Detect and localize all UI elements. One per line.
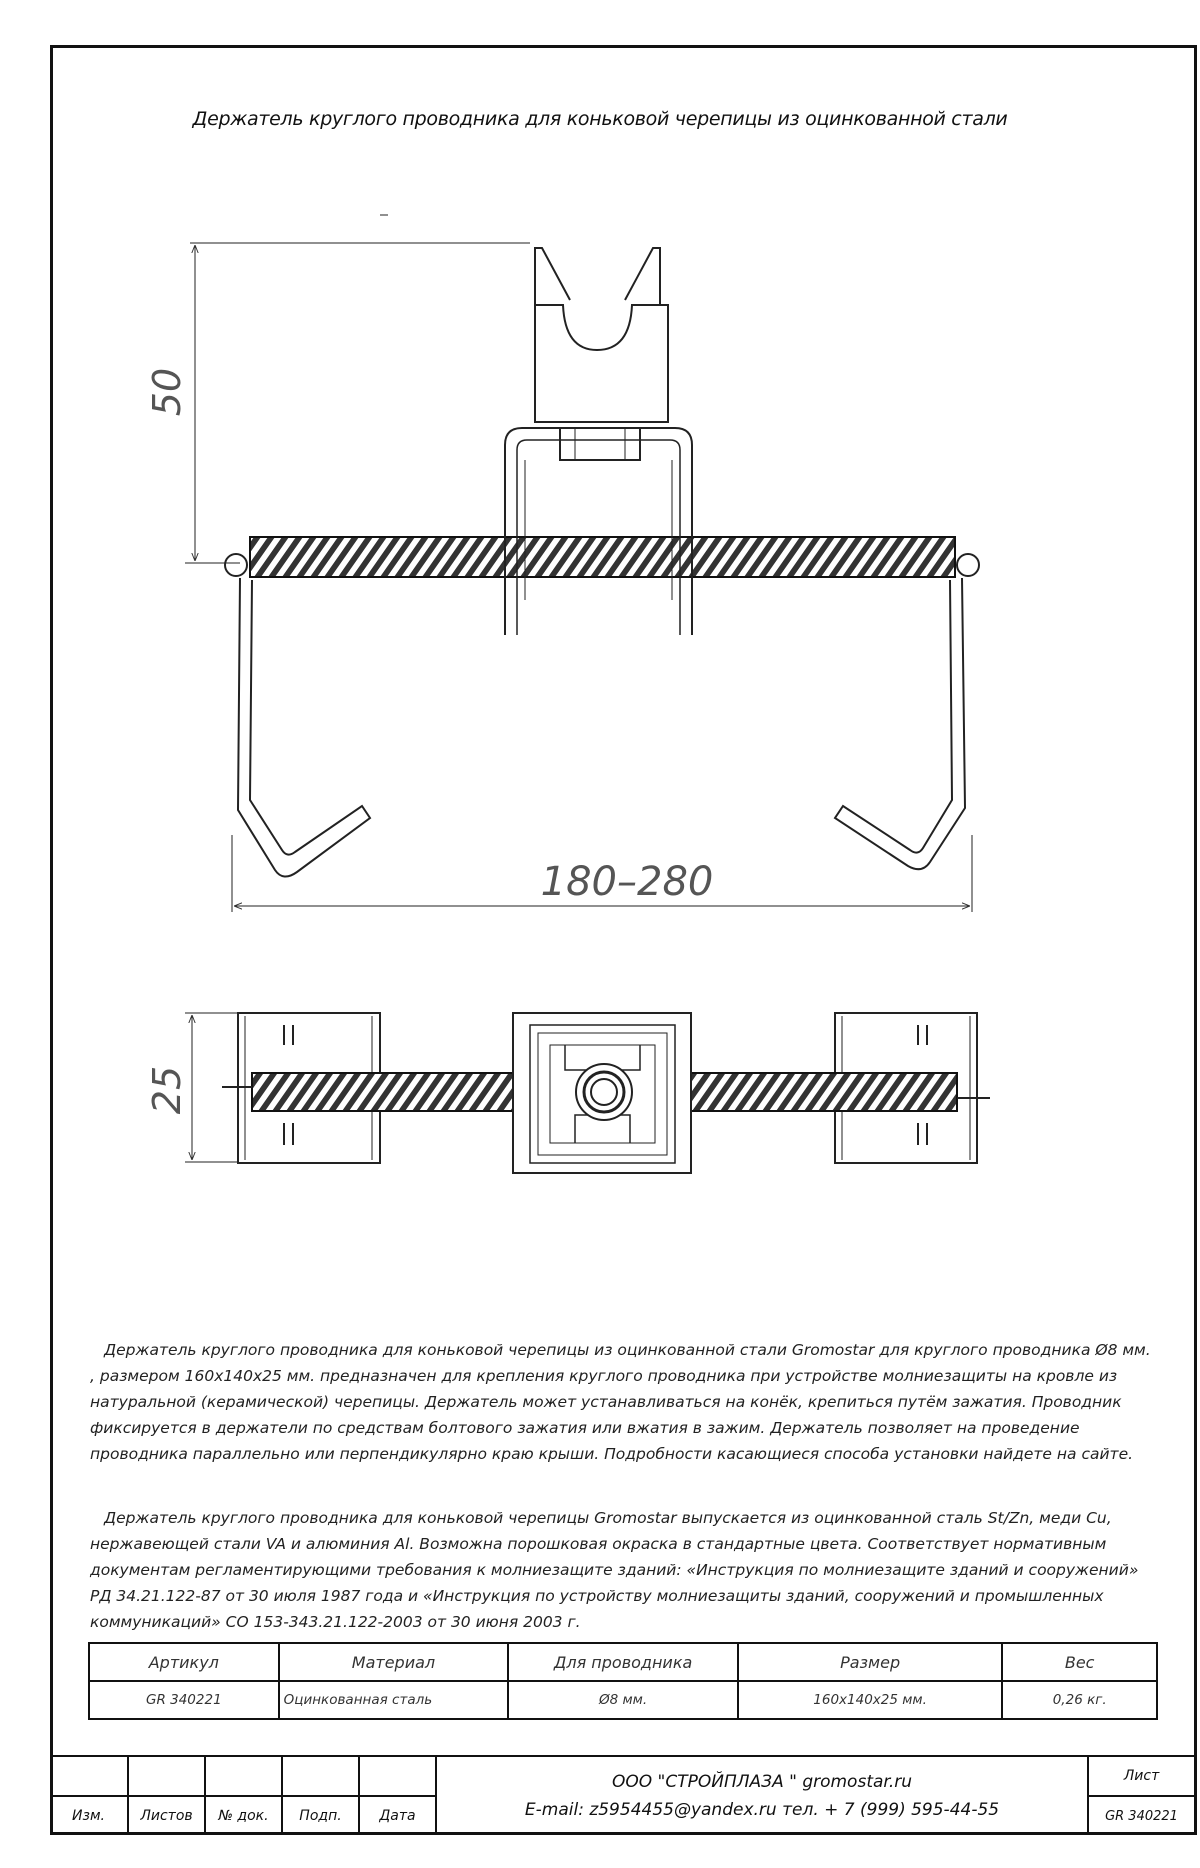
title-block [50,1755,1197,1835]
cell-conductor: Ø8 мм. [508,1681,738,1719]
spec-table-row [89,1681,1157,1719]
company-contacts: E-mail: z5954455@yandex.ru тел. + 7 (999) 595-44-55 [524,1800,1000,1820]
header-conductor: Для проводника [508,1643,738,1681]
header-material: Материал [279,1643,509,1681]
label-izm: Изм. [50,1795,127,1835]
sheet-code: GR 340221 [1087,1795,1194,1835]
dim-width-180-280: 180–280 [540,859,714,905]
header-size: Размер [738,1643,1002,1681]
front-view [145,215,979,912]
header-weight: Вес [1002,1643,1157,1681]
cell-article: GR 340221 [89,1681,279,1719]
label-doc-no: № док. [204,1795,281,1835]
dim-height-50: 50 [145,367,189,417]
company-name: ООО "СТРОЙПЛАЗА " gromostar.ru [612,1772,912,1792]
sheet-label: Лист [1087,1755,1194,1795]
page-title: Держатель круглого проводника для коньковой черепицы из оцинкованной стали [192,108,1008,130]
cell-material: Оцинкованная сталь [279,1681,509,1719]
description-paragraph-1: Держатель круглого проводника для коньковой черепицы из оцинкованной стали Gromostar для круглого проводника Ø8 мм. , размером 160х140х25 мм. предназначен для крепления круглого проводника при устройстве молниезащиты на кровле из натуральной (керамической) черепицы. Держатель может устанавливаться на конёк, крепиться путём зажатия. Проводник фиксируется в держатели по средствам болтового зажатия или вжатия в зажим. Держатель позволяет на проведение проводника параллельно или перпендикулярно краю крыши. Подробности касающиеся способа установки найдете на сайте. [90,1341,1151,1463]
label-listov: Листов [127,1795,204,1835]
top-view [145,1013,990,1173]
label-data: Дата [358,1795,435,1835]
conductor-rod [250,537,955,577]
cell-weight: 0,26 кг. [1002,1681,1157,1719]
spec-table [88,1642,1158,1720]
description-paragraph-2: Держатель круглого проводника для коньковой черепицы Gromostar выпускается из оцинкованной сталь St/Zn, меди Cu, нержавеющей стали VA и алюминия Al. Возможна порошковая окраска в стандартные цвета. Соответствует нормативным документам регламентирующими требования к молниезащите зданий: «Инструкция по молниезащите зданий и сооружений» РД 34.21.122-87 от 30 июля 1987 года и «Инструкция по устройству молниезащиты зданий, сооружений и промышленных коммуникаций» СО 153-343.21.122-2003 от 30 июня 2003 г. [90,1509,1139,1631]
dim-height-25: 25 [145,1065,189,1115]
spec-table-header [89,1643,1157,1681]
label-podp: Подп. [281,1795,358,1835]
cell-size: 160х140х25 мм. [738,1681,1002,1719]
company-info [435,1755,1087,1835]
header-article: Артикул [89,1643,279,1681]
